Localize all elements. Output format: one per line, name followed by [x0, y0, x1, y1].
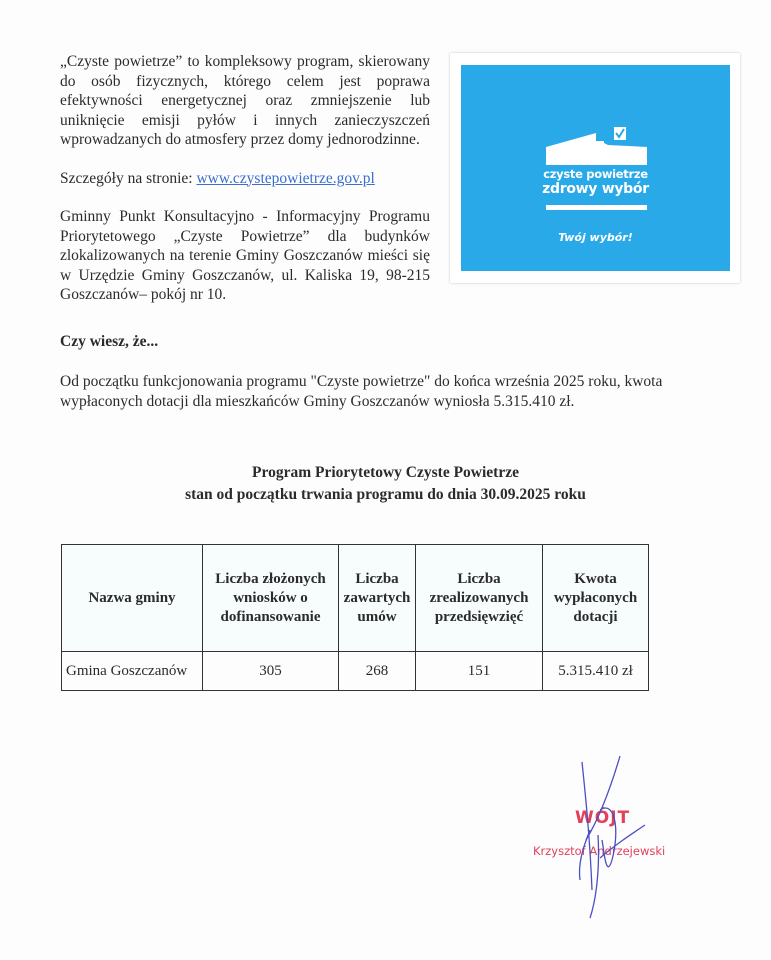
header-municipality: Nazwa gminy	[62, 545, 203, 652]
details-label: Szczegóły na stronie:	[60, 169, 197, 187]
stamp-name: Krzysztof Andrzejewski	[533, 844, 666, 858]
table-row	[62, 652, 649, 691]
stamp-title: WÓJT	[575, 808, 631, 828]
logo-line2: zdrowy wybór	[542, 181, 649, 197]
cell-contracts: 268	[339, 652, 416, 691]
header-contracts: Liczba zawartych umów	[339, 545, 416, 652]
handwritten-signature-icon	[520, 740, 690, 930]
cell-completed-projects: 151	[416, 652, 543, 691]
table-title	[0, 462, 771, 506]
logo-tagline: Twój wybór!	[558, 231, 633, 244]
czyste-powietrze-logo	[461, 65, 730, 271]
table-header-row	[62, 545, 649, 652]
house-with-checkmark-icon	[546, 127, 647, 165]
cell-paid-grants: 5.315.410 zł	[543, 652, 649, 691]
logo-line1: czyste powietrze	[543, 167, 648, 181]
header-paid-grants: Kwota wypłaconych dotacji	[543, 545, 649, 652]
cell-applications: 305	[203, 652, 339, 691]
table-title-line1: Program Priorytetowy Czyste Powietrze	[252, 464, 519, 481]
program-description: „Czyste powietrze” to kompleksowy program, skierowany do osób fizycznych, którego celem jest poprawa efektywności energetycznej oraz zmniejszenie lub uniknięcie emisji pyłów i innych zanieczyszczeń wprowadzanych do atmosfery przez domy jednorodzinne.	[60, 53, 430, 148]
header-applications: Liczba złożonych wniosków o dofinansowanie	[203, 545, 339, 652]
program-stats-table	[61, 544, 649, 691]
table-title-line2: stan od początku trwania programu do dnia 30.09.2025 roku	[185, 486, 586, 503]
consultation-point-info: Gminny Punkt Konsultacyjno - Informacyjny Programu Priorytetowego „Czyste Powietrze” dla budynków zlokalizowanych na terenie Gminy Goszczanów mieści się w Urzędzie Gminy Goszczanów, ul. Kaliska 19, 98-215 Goszczanów– pokój nr 10.	[60, 208, 430, 303]
logo-underline	[546, 205, 647, 210]
website-link[interactable]: www.czystepowietrze.gov.pl	[196, 169, 375, 187]
header-completed-projects: Liczba zrealizowanych przedsięwzięć	[416, 545, 543, 652]
details-line	[60, 169, 430, 189]
cell-municipality: Gmina Goszczanów	[62, 652, 203, 691]
intro-section	[60, 52, 430, 324]
did-you-know-text: Od początku funkcjonowania programu "Czyste powietrze" do końca września 2025 roku, kwota wypłaconych dotacji dla mieszkańców Gminy Goszczanów wyniosła 5.315.410 zł.	[60, 373, 663, 410]
did-you-know-heading: Czy wiesz, że...	[60, 333, 159, 350]
